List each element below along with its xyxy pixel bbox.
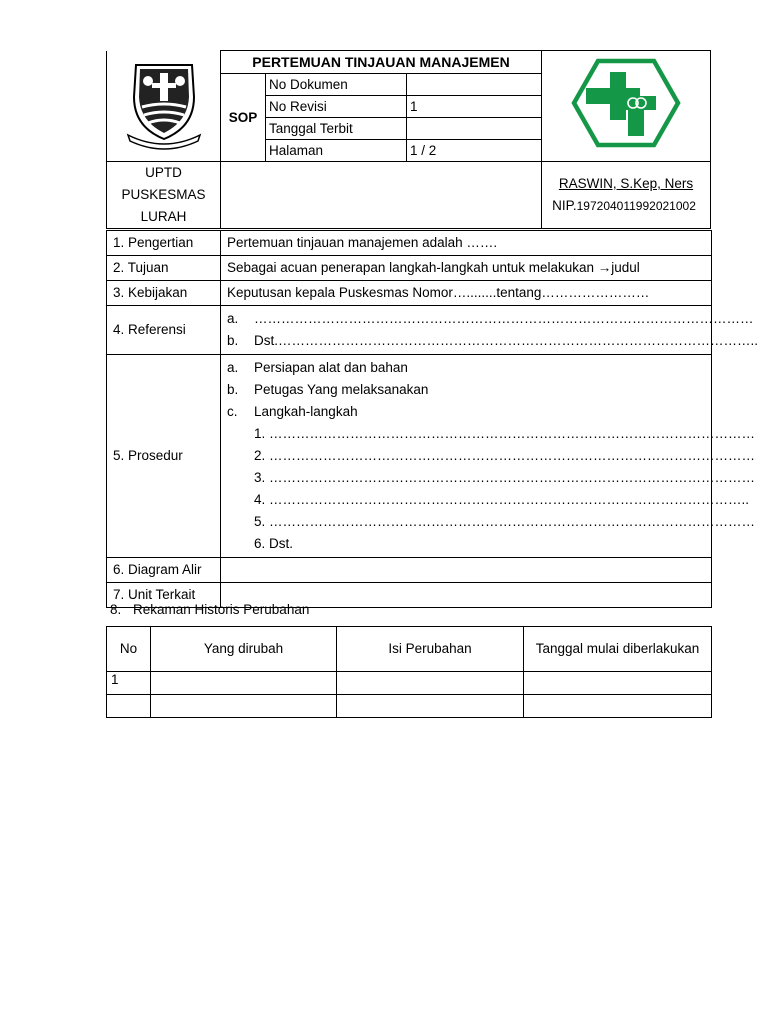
signer-cell [542, 162, 711, 229]
table-cell [337, 672, 524, 695]
section-referensi-list [221, 306, 759, 355]
list-marker: a. [227, 311, 239, 326]
column-header: Yang dirubah [151, 627, 337, 672]
list-item [227, 330, 759, 352]
table-cell [151, 695, 337, 718]
list-marker: c. [227, 404, 238, 419]
field-label-halaman: Halaman [266, 140, 407, 162]
history-title: Rekaman Historis Perubahan [133, 602, 310, 617]
sop-label: SOP [221, 74, 266, 162]
procedure-step: 6. Dst. [254, 536, 294, 551]
history-heading [110, 602, 309, 617]
procedure-step: 5. ……………………………………………………………………………………………… [254, 514, 756, 529]
section-text-kebijakan: Keputusan kepala Puskesmas Nomor…........tentang…………………… [221, 281, 712, 306]
table-cell [524, 672, 712, 695]
procedure-step: 2. ……………………………………………………………………………………………… [254, 448, 756, 463]
column-header: No [107, 627, 151, 672]
field-label-no-revisi: No Revisi [266, 96, 407, 118]
section-text-pengertian: Pertemuan tinjauan manajemen adalah ……. [221, 231, 712, 256]
list-text: Persiapan alat dan bahan [254, 360, 408, 375]
signer-nip: 197204011992021002 [576, 199, 696, 213]
field-label-no-dokumen: No Dokumen [266, 74, 407, 96]
list-text: ………………………………………………………………………………………………… [254, 311, 754, 326]
list-marker: a. [227, 360, 239, 375]
sop-header-table [106, 50, 711, 229]
history-number: 8. [110, 602, 122, 617]
organization-name-line1: UPTD PUSKESMAS [121, 165, 206, 202]
puskesmas-logo-cell [542, 51, 711, 162]
section-label-pengertian: 1. Pengertian [107, 231, 221, 256]
procedure-step: 4. …………………………………………………………………………………………….. [254, 492, 750, 507]
organization-cell [107, 162, 221, 229]
list-text: Petugas Yang melaksanakan [254, 382, 429, 397]
list-text: Langkah-langkah [254, 404, 358, 419]
puskesmas-logo-icon [570, 58, 682, 148]
list-text: Dst.…………………………………………………………………………………………….. [254, 333, 759, 348]
list-marker: b. [227, 333, 239, 348]
list-item [227, 401, 705, 423]
field-value-tanggal-terbit [407, 118, 542, 140]
table-row [107, 695, 712, 718]
document-title: PERTEMUAN TINJAUAN MANAJEMEN [221, 51, 542, 74]
column-header: Isi Perubahan [337, 627, 524, 672]
section-label-referensi: 4. Referensi [107, 306, 221, 355]
signer-nip-label: NIP. [552, 198, 577, 213]
list-item [227, 308, 754, 330]
table-cell [151, 672, 337, 695]
procedure-step: 1. ……………………………………………………………………………………………… [254, 426, 756, 441]
field-value-no-revisi: 1 [407, 96, 542, 118]
list-item [227, 357, 705, 379]
field-value-halaman: 1 / 2 [407, 140, 542, 162]
field-label-tanggal-terbit: Tanggal Terbit [266, 118, 407, 140]
section-label-prosedur: 5. Prosedur [107, 355, 221, 558]
table-cell [337, 695, 524, 718]
table-cell [107, 695, 151, 718]
field-value-no-dokumen [407, 74, 542, 96]
section-text-tujuan: Sebagai acuan penerapan langkah-langkah untuk melakukan →judul [221, 256, 712, 281]
history-table [106, 626, 712, 718]
section-label-tujuan: 2. Tujuan [107, 256, 221, 281]
table-cell: 1 [107, 672, 151, 695]
sop-content-table [106, 230, 759, 608]
section-label-diagram-alir: 6. Diagram Alir [107, 558, 221, 583]
organization-name-line2: LURAH [140, 209, 187, 224]
section-label-unit-terkait: 7. Unit Terkait [107, 583, 221, 608]
procedure-step: 3. ……………………………………………………………………………………………… [254, 470, 756, 485]
table-header-row [107, 627, 712, 672]
table-row [107, 672, 712, 695]
table-cell [524, 695, 712, 718]
regional-emblem-cell [107, 51, 221, 162]
section-prosedur-list [221, 355, 756, 558]
section-label-kebijakan: 3. Kebijakan [107, 281, 221, 306]
regional-emblem-icon [124, 57, 204, 149]
blank-middle-cell [221, 162, 542, 229]
signer-name: RASWIN, S.Kep, Ners [558, 176, 694, 191]
section-text-diagram-alir [221, 558, 712, 583]
column-header: Tanggal mulai diberlakukan [524, 627, 712, 672]
list-item [227, 379, 705, 401]
list-marker: b. [227, 382, 239, 397]
